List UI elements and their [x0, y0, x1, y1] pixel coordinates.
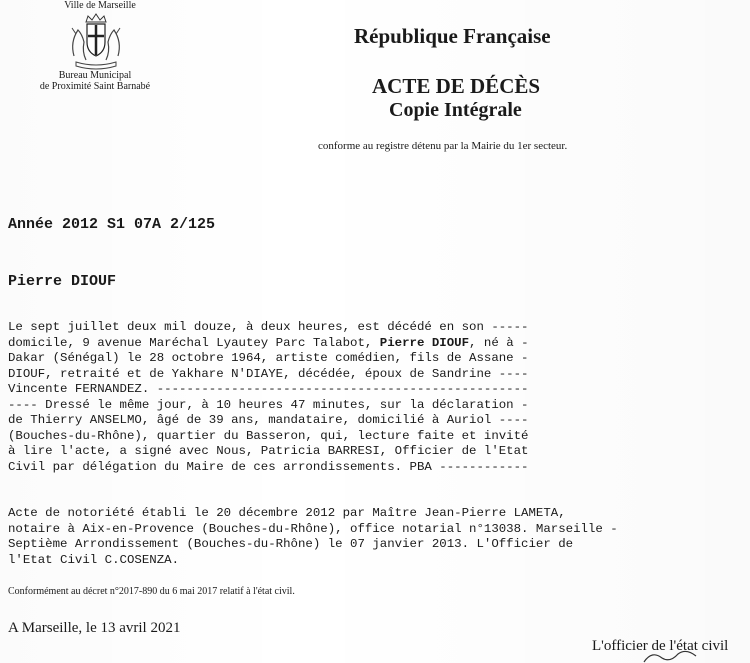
signature-stroke-icon	[640, 648, 700, 663]
body-line: Vincente FERNANDEZ. --------------------------------------------------	[8, 382, 529, 396]
body-line	[8, 336, 748, 352]
acte-title: ACTE DE DÉCÈS	[372, 74, 541, 98]
body-line: de Thierry ANSELMO, âgé de 39 ans, mandataire, domicilié à Auriol ----	[8, 413, 529, 427]
body-line: (Bouches-du-Rhône), quartier du Basseron, qui, lecture faite et invité	[8, 428, 529, 443]
notoriete-mention	[8, 506, 748, 568]
body-line-segment: domicile, 9 avenue Maréchal Lyautey Parc Talabot,	[8, 335, 380, 350]
body-line-segment: , né à -	[469, 335, 529, 350]
marseille-coat-of-arms-icon	[56, 12, 136, 72]
notoriete-line: Septième Arrondissement (Bouches-du-Rhône) le 07 janvier 2013. L'Officier de	[8, 537, 574, 551]
republique-heading: République Française	[354, 24, 551, 48]
notoriete-line: notaire à Aix-en-Provence (Bouches-du-Rhône), office notarial n°13038. Marseille -	[8, 521, 618, 536]
place-and-date: A Marseille, le 13 avril 2021	[8, 620, 181, 636]
body-line: ---- Dressé le même jour, à 10 heures 47 minutes, sur la déclaration -	[8, 397, 529, 412]
person-name: Pierre DIOUF	[8, 273, 117, 290]
body-line: à lire l'acte, a signé avec Nous, Patricia BARRESI, Officier de l'Etat	[8, 444, 529, 458]
body-line: Dakar (Sénégal) le 28 octobre 1964, artiste comédien, fils de Assane -	[8, 351, 529, 365]
record-year-reference: Année 2012 S1 07A 2/125	[8, 216, 216, 233]
decret-note: Conformément au décret n°2017-890 du 6 mai 2017 relatif à l'état civil.	[8, 586, 295, 597]
death-record-body	[8, 320, 748, 475]
city-name: Ville de Marseille	[64, 0, 136, 11]
copie-subtitle: Copie Intégrale	[389, 99, 522, 121]
bureau-label	[30, 70, 160, 92]
bureau-line-1: Bureau Municipal	[58, 70, 132, 81]
notoriete-line: l'Etat Civil C.COSENZA.	[8, 552, 180, 567]
officier-signature-label: L'officier de l'état civil	[592, 638, 729, 654]
deceased-name-bold: Pierre DIOUF	[379, 335, 470, 350]
notoriete-line: Acte de notoriété établi le 20 décembre 2012 par Maître Jean-Pierre LAMETA,	[8, 506, 566, 520]
body-line: Le sept juillet deux mil douze, à deux heures, est décédé en son -----	[8, 320, 529, 334]
conforme-note: conforme au registre détenu par la Mairie du 1er secteur.	[318, 140, 568, 152]
bureau-line-2: de Proximité Saint Barnabé	[39, 81, 151, 92]
body-line: DIOUF, retraité et de Yakhare N'DIAYE, décédée, époux de Sandrine ----	[8, 366, 529, 381]
body-line: Civil par délégation du Maire de ces arrondissements. PBA ------------	[8, 459, 529, 474]
